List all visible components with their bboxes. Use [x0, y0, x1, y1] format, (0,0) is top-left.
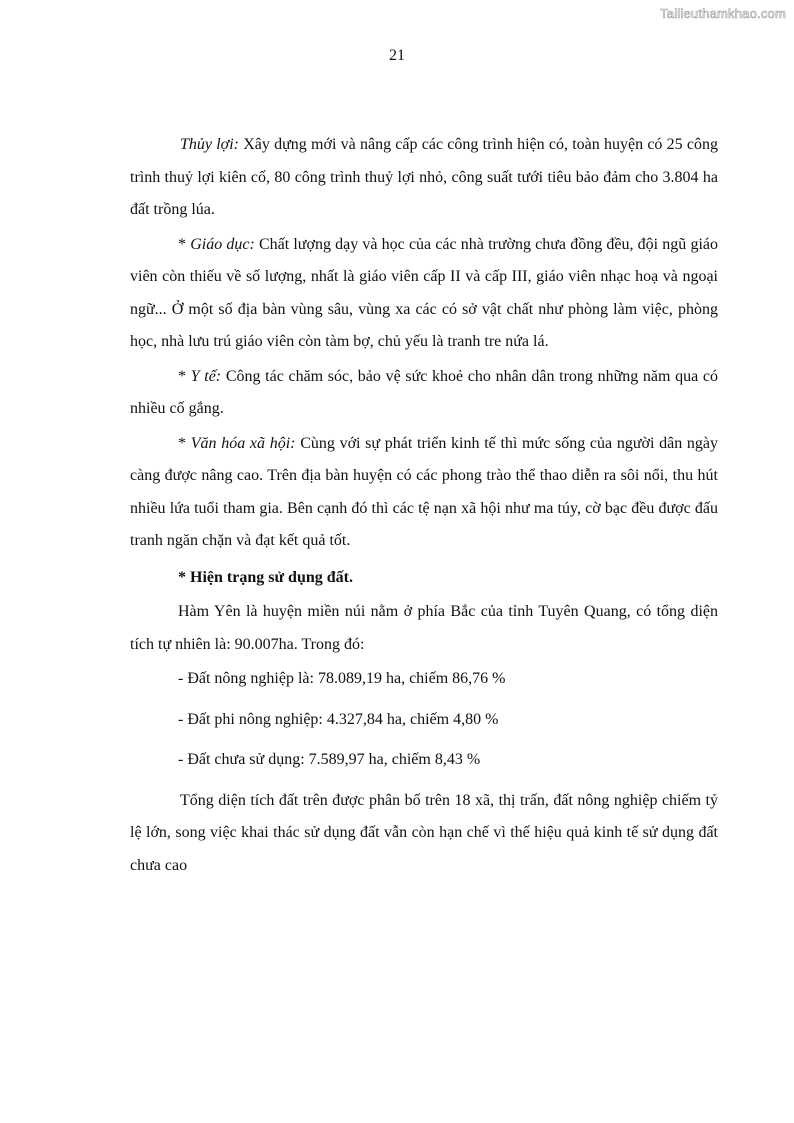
bullet-marker: * [178, 367, 191, 385]
paragraph-thuy-loi [130, 129, 718, 227]
bullet-marker: * [178, 434, 191, 452]
paragraph-text: Cùng với sự phát triển kinh tế thì mức sống của người dân ngày càng được nâng cao. Trên địa bàn huyện có các phong trào thể thao diễn ra sôi nổi, thu hút nhiều lứa tuổi tham gia. Bên cạnh đó thì các tệ nạn xã hội như ma túy, cờ bạc đều được đấu tranh ngăn chặn và đạt kết quả tốt. [130, 434, 719, 549]
paragraph-text: Xây dựng mới và nâng cấp các công trình hiện có, toàn huyện có 25 công trình thuỷ lợi kiên cố, 80 công trình thuỷ lợi nhỏ, công suất tưới tiêu bảo đảm cho 3.804 ha đất trồng lúa. [130, 136, 718, 218]
list-item: - Đất chưa sử dụng: 7.589,97 ha, chiếm 8,43 % [178, 751, 481, 768]
paragraph-van-hoa [130, 428, 718, 558]
document-body [130, 129, 718, 884]
paragraph-y-te [130, 361, 718, 426]
section-heading: * Hiện trạng sử dụng đất. [178, 568, 353, 586]
paragraph-giao-duc [130, 229, 718, 359]
paragraph-land-intro: Hàm Yên là huyện miền núi nằm ở phía Bắc của tỉnh Tuyên Quang, có tổng diện tích tự nhiên là: 90.007ha. Trong đó: [130, 603, 718, 653]
bullet-marker: * [178, 235, 191, 253]
paragraph-lead: Thủy lợi: [180, 136, 239, 153]
page-number: 21 [389, 47, 405, 64]
paragraph-closing: Tổng diện tích đất trên được phân bố trên 18 xã, thị trấn, đất nông nghiệp chiếm tỷ lệ lớn, song việc khai thác sử dụng đất vẫn còn hạn chế vì thế hiệu quả kinh tế sử dụng đất chưa cao [130, 791, 718, 874]
paragraph-text: Chất lượng dạy và học của các nhà trường chưa đồng đều, đội ngũ giáo viên còn thiếu về số lượng, nhất là giáo viên cấp II và cấp III, giáo viên nhạc hoạ và ngoại ngữ... Ở một số địa bàn vùng sâu, vùng xa các có sở vật chất như phòng làm việc, phòng học, nhà lưu trú giáo viên còn tàm bợ, chủ yếu là tranh tre nứa lá. [130, 235, 719, 350]
list-item: - Đất nông nghiệp là: 78.089,19 ha, chiếm 86,76 % [178, 670, 506, 687]
paragraph-lead: Y tế: [190, 367, 222, 385]
paragraph-text: Công tác chăm sóc, bảo vệ sức khoẻ cho nhân dân trong những năm qua có nhiều cố gắng. [130, 367, 719, 417]
watermark: Tailieuthamkhao.com [660, 6, 786, 21]
list-item: - Đất phi nông nghiệp: 4.327,84 ha, chiếm 4,80 % [178, 710, 499, 728]
paragraph-lead: Văn hóa xã hội: [190, 434, 296, 452]
paragraph-lead: Giáo dục: [190, 235, 255, 253]
